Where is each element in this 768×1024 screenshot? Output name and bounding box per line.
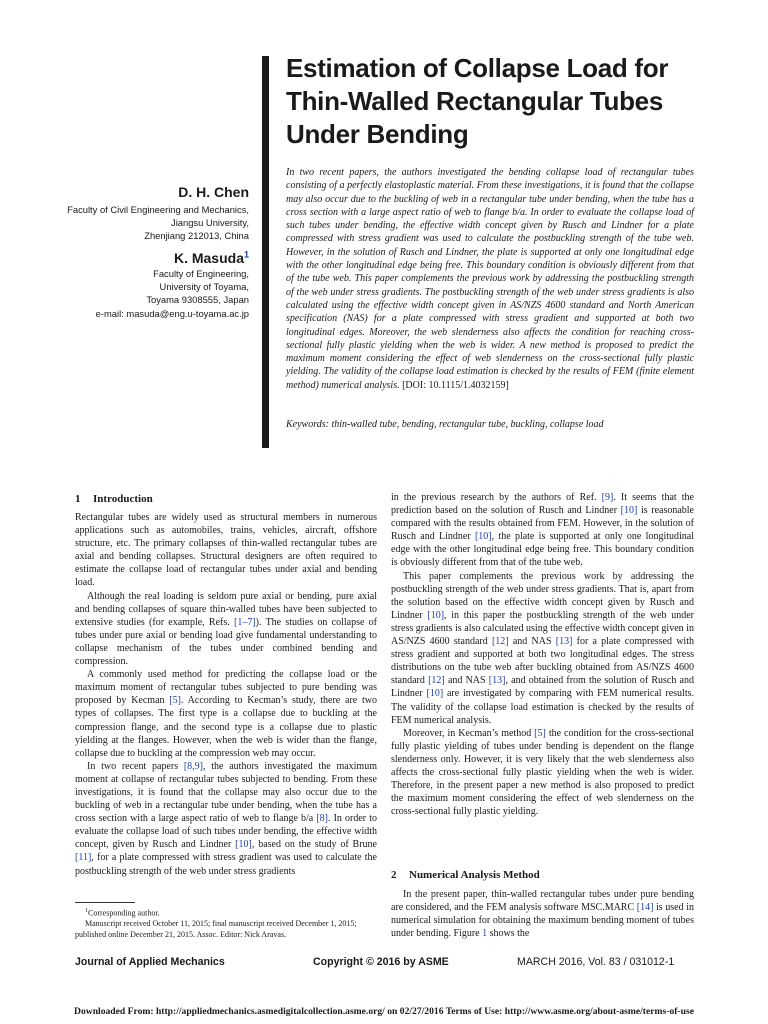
citation-link[interactable]: [10] [474, 531, 492, 543]
section-number: 2 [391, 869, 397, 881]
author-name-2 [174, 250, 249, 266]
affiliation-line: Faculty of Civil Engineering and Mechanics, [67, 204, 249, 215]
affiliation-line: Faculty of Engineering, [153, 268, 249, 279]
citation-link[interactable]: [5] [534, 727, 546, 739]
paragraph-text: Moreover, in Kecman’s method [403, 727, 535, 739]
footer-issue: MARCH 2016, Vol. 83 / 031012-1 [517, 956, 675, 968]
author-name-1: D. H. Chen [178, 184, 249, 200]
author-affiliation-1 [67, 203, 249, 243]
footer-journal: Journal of Applied Mechanics [75, 956, 225, 968]
paragraph-text: , the plate is supported at only one longitudinal edge with the other longitudinal edge being free. This boundary condition is obviously different from that of the tube web. [391, 531, 694, 569]
paragraph-text: . According to Kecman’s study, there are two types of collapses. The first type is a collapse due to buckling at the compression flange, and the second type is a collapse due to plastic yielding at the flanges. However, when the web is wider than the flange, collapse due to buckling at the compression web may occur. [75, 695, 377, 759]
citation-link[interactable]: [13] [555, 636, 573, 648]
paragraph-text: ). The studies on collapse of tubes under pure axial or bending load give fundamental understanding to collapse mechanism of the tubes under combined bending and compression. [75, 616, 377, 668]
body-paragraph [391, 888, 694, 940]
paragraph-text: , based on the study of Brune [251, 839, 377, 851]
footnote-corresponding [75, 906, 377, 919]
section-heading-introduction [75, 493, 153, 505]
citation-link[interactable]: [1–7] [234, 616, 256, 628]
citation-link[interactable]: 1 [482, 928, 488, 940]
citation-link[interactable]: [10] [620, 505, 638, 517]
paragraph-text: is reasonable compared with the results obtained from FEM. However, in the solution of Rusch and Lindner [391, 505, 694, 543]
paragraph-text: . In order to evaluate the collapse load of such tubes under bending, the effective width concept, given by Rusch and Lindner [75, 813, 377, 851]
abstract [286, 166, 694, 392]
paragraph-text: and NAS [444, 675, 489, 687]
paragraph-text: in the previous research by the authors of Ref. [391, 492, 602, 503]
body-paragraph [75, 590, 377, 669]
section-number: 1 [75, 493, 81, 505]
paragraph-text: for a plate compressed with stress gradient and supported at both two longitudinal edges. The stress distributions on the tube web after buckling obtained from AS/NZS 4600 standard [391, 636, 694, 687]
paragraph-text: Rectangular tubes are widely used as structural members in numerous applications such as automobiles, trains, vehicles, aircraft, offshore structure, etc. The primary collapses of thin-walled rectangular tubes are axial and bending collapses. Structural designers are often required to estimate the collapse load of rectangular tubes under axial and bending load. [75, 512, 377, 589]
paragraph-text: is used in numerical simulation for obtaining the maximum bending moment of tubes under bending. Figure [391, 902, 694, 940]
section-title: Introduction [93, 493, 153, 505]
citation-link[interactable]: [8] [316, 813, 328, 825]
citation-link[interactable]: [11] [75, 852, 92, 864]
footnotes [75, 906, 377, 940]
paragraph-text: the condition for the cross-sectional fully plastic yielding of tubes under bending is dependent on the flange slenderness only. However, it is very likely that the web slenderness also affects the cross-sectional fully plastic yielding when the web is wider. Therefore, in the present paper a new method is also proposed to predict the maximum moment considering the effect of web slenderness on the cross-sectional fully plastic yielding. [391, 727, 694, 818]
affiliation-line: Jiangsu University, [171, 217, 249, 229]
paragraph-text: shows the [487, 928, 530, 940]
footnote-text: Corresponding author. [88, 908, 160, 918]
affiliation-line: Zhenjiang 212013, China [144, 230, 249, 242]
paragraph-text: A commonly used method for predicting the collapse load or the maximum moment of rectangular tubes subjected to pure bending was proposed by Kecman [75, 669, 377, 707]
affiliation-line: Toyama 9308555, Japan [146, 294, 249, 306]
citation-link[interactable]: [9] [601, 492, 614, 503]
paragraph-text: In two recent papers [87, 760, 184, 772]
citation-link[interactable]: [5] [169, 695, 181, 707]
body-paragraph [391, 727, 694, 819]
paragraph-text: In the present paper, thin-walled rectangular tubes under pure bending are considered, and the FEM analysis software MSC.MARC [391, 889, 694, 914]
footnote-received: Manuscript received October 11, 2015; final manuscript received December 1, 2015; published online December 21, 2015. Assoc. Editor: Nick Aravas. [75, 919, 357, 939]
author-name-text: K. Masuda [173, 250, 244, 266]
title-rule [262, 56, 269, 448]
citation-link[interactable]: [8,9] [183, 760, 204, 772]
keywords: Keywords: thin-walled tube, bending, rectangular tube, buckling, collapse load [286, 419, 604, 430]
abstract-text: In two recent papers, the authors investigated the bending collapse load of rectangular tubes consisting of a perfectly elastoplastic material. From these investigations, it is found that the collapse may also occur due to the buckling of web in a rectangular tube under bending, when the tube has a cross section with a large aspect ratio of web to flange b/a. In order to evaluate the collapse load of such tubes under bending, the effective width concept given by Rusch and Lindner for a plate compressed with stress gradient was used to calculate the postbuckling strength of the tube web. However, in the solution of Rusch and Lindner, the plate is supported at only one longitudinal edge with the other longitudinal edge being free. This boundary condition is obviously different from that of the tube web. This paper complements the previous work by addressing the postbuckling strength of the web under stress gradients. The postbuckling strength of the web under stress gradients is also calculated using the effective width concept given in AS/NZS 4600 standard and North American specification (NAS) for a plate compressed with stress gradient and supported at both two longitudinal edges. Moreover, the web slenderness also affects the condition for reaching cross-sectional fully plastic yielding when the web is wider. A new method is proposed to predict the maximum moment considering the effect of web slenderness on the cross-sectional fully plastic yielding. The validity of the collapse load estimation is checked by the results of FEM (finite element method) numerical analysis. [286, 167, 694, 391]
paragraph-text: Although the real loading is seldom pure axial or bending, pure axial and bending collapses of square thin-walled tubes have been subjected to extensive studies (for example, Refs. [75, 590, 377, 628]
paragraph-text: . It seems that the prediction based on the solution of Rusch and Lindner [391, 492, 694, 517]
citation-link[interactable]: [13] [488, 675, 506, 687]
doi-link[interactable]: [DOI: 10.1115/1.4032159] [402, 379, 509, 391]
citation-link[interactable]: [10] [426, 688, 444, 700]
paragraph-text: , in this paper the postbuckling strength of the web under stress gradients is also calculated using the effective width concept given in AS/NZS 4600 standard [391, 609, 694, 648]
body-paragraph [75, 511, 377, 590]
author-affiliation-2 [96, 267, 249, 320]
citation-link[interactable]: [10] [235, 839, 252, 851]
body-column-right [391, 491, 694, 818]
paragraph-text: are investigated by comparing with FEM numerical results. The validity of the collapse load estimation is checked by the results of FEM numerical analysis. [391, 688, 694, 726]
body-paragraph [75, 668, 377, 760]
section-title: Numerical Analysis Method [409, 869, 540, 881]
body-column-right-lower [391, 888, 694, 940]
footnote-rule [75, 902, 135, 903]
paragraph-text: and NAS [508, 636, 556, 648]
body-paragraph [391, 491, 694, 570]
paragraph-text: , the authors investigated the maximum moment at collapse of rectangular tubes subjected to bending. From these investigations, it is found that the collapse may also occur due to the buckling of web in a rectangular tube under bending, when the tube has a cross section with a large aspect ratio of web to flange b/a [75, 760, 377, 825]
citation-link[interactable]: [12] [491, 636, 509, 648]
citation-link[interactable]: [14] [636, 902, 654, 914]
download-notice: Downloaded From: http://appliedmechanics.asmedigitalcollection.asme.org/ on 02/27/2016 Terms of Use: http://www.asme.org/about-asme/terms-of-use [74, 1006, 694, 1017]
footer-copyright: Copyright © 2016 by ASME [313, 956, 449, 968]
paper-title: Estimation of Collapse Load for Thin-Walled Rectangular Tubes Under Bending [286, 53, 669, 149]
paragraph-text: This paper complements the previous work by addressing the postbuckling strength of the web under stress gradients. That is, apart from the solution based on the effective width concept given by Rusch and Lindner [391, 570, 694, 621]
body-column-left [75, 511, 377, 878]
section-heading-numerical-analysis [391, 869, 540, 881]
affiliation-line: University of Toyama, [159, 281, 249, 293]
author-footnote-mark[interactable]: 1 [243, 249, 249, 260]
footnote-mark: 1 [85, 908, 88, 914]
citation-link[interactable]: [12] [428, 675, 445, 687]
body-paragraph [391, 570, 694, 727]
page-footer [75, 956, 695, 972]
body-paragraph [75, 760, 377, 878]
citation-link[interactable]: [10] [427, 609, 445, 621]
paragraph-text: , for a plate compressed with stress gradient was used to calculate the postbuckling strength of the web under stress gradients [75, 852, 377, 877]
author-email[interactable]: e-mail: masuda@eng.u-toyama.ac.jp [95, 307, 249, 319]
paragraph-text: , and obtained from the solution of Rusch and Lindner [391, 675, 694, 700]
